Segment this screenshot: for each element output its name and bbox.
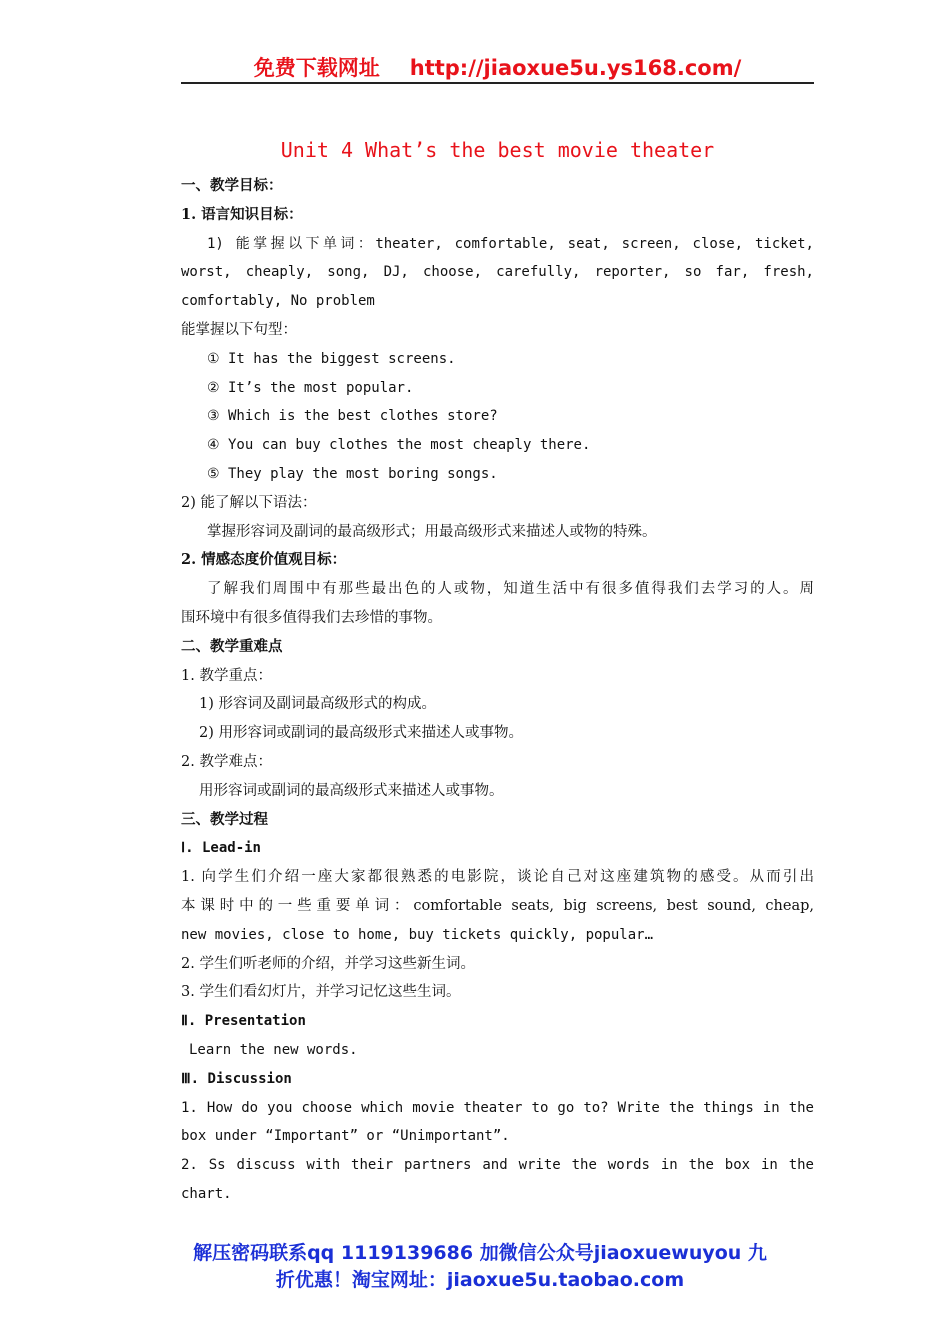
document-title: Unit 4 What’s the best movie theater [280, 138, 715, 162]
discussion-line: 1. How do you choose which movie theater to go to? Write the things in the [181, 1099, 814, 1116]
key-point: 2) 用形容词或副词的最高级形式来描述人或事物。 [199, 725, 523, 742]
section-heading: 一、教学目标： [181, 177, 283, 194]
step-heading: Ⅱ. Presentation [181, 1013, 306, 1030]
difficulty-label: 2. 教学难点： [181, 753, 272, 770]
leadin-line: 2. 学生们听老师的介绍，并学习这些新生词。 [181, 955, 475, 972]
sentence-item: ③ Which is the best clothes store? [207, 408, 498, 425]
vocab-line: 1) 能掌握以下单词：theater, comfortable, seat, screen, close, ticket, [207, 235, 814, 252]
grammar-label: 2) 能了解以下语法： [181, 494, 317, 511]
attitude-line: 了解我们周围中有那些最出色的人或物，知道生活中有很多值得我们去学习的人。周 [207, 581, 814, 598]
subsection-heading: 1. 语言知识目标： [181, 205, 303, 223]
section-heading: 二、教学重难点 [181, 637, 283, 655]
footer-line: 折优惠！淘宝网址：jiaoxue5u.taobao.com [275, 1269, 685, 1291]
discussion-line: box under “Important” or “Unimportant”. [181, 1128, 510, 1145]
attitude-line: 围环境中有很多值得我们去珍惜的事物。 [181, 609, 442, 626]
header-label: 免费下载网址 [253, 56, 380, 80]
leadin-line: new movies, close to home, buy tickets quickly, popular… [181, 926, 654, 943]
difficulty-text: 用形容词或副词的最高级形式来描述人或事物。 [199, 782, 504, 799]
presentation-text: Learn the new words. [189, 1041, 358, 1058]
sentence-item: ④ You can buy clothes the most cheaply there. [207, 437, 591, 454]
step-heading: Ⅲ. Discussion [181, 1070, 292, 1087]
footer-line: 解压密码联系qq 1119139686 加微信公众号jiaoxuewuyou 九 [193, 1242, 767, 1264]
vocab-line: worst, cheaply, song, DJ, choose, carefully, reporter, so far, fresh, [181, 264, 814, 281]
grammar-text: 掌握形容词及副词的最高级形式；用最高级形式来描述人或物的特殊。 [207, 523, 657, 540]
key-label: 1. 教学重点： [181, 667, 272, 684]
key-point: 1) 形容词及副词最高级形式的构成。 [199, 696, 436, 713]
discussion-line: 2. Ss discuss with their partners and write the words in the box in the [181, 1157, 814, 1174]
sentences-label: 能掌握以下句型： [181, 321, 297, 338]
document-body [181, 172, 814, 1209]
leadin-line: 1. 向学生们介绍一座大家都很熟悉的电影院，谈论自己对这座建筑物的感受。从而引出 [181, 869, 814, 886]
leadin-line: 3. 学生们看幻灯片，并学习记忆这些生词。 [181, 984, 461, 1001]
leadin-line: 本课时中的一些重要单词：comfortable seats, big screens, best sound, cheap, [181, 897, 814, 914]
step-heading: Ⅰ. Lead-in [181, 840, 261, 857]
sentence-item: ⑤ They play the most boring songs. [207, 465, 498, 482]
page-header [181, 54, 814, 84]
discussion-line: chart. [181, 1185, 232, 1202]
sentence-item: ① It has the biggest screens. [207, 350, 456, 367]
section-heading: 三、教学过程 [181, 810, 268, 828]
sentence-item: ② It’s the most popular. [207, 379, 414, 396]
header-url-link[interactable]: http://jiaoxue5u.ys168.com/ [409, 56, 742, 80]
page-footer [160, 1240, 800, 1294]
subsection-heading: 2. 情感态度价值观目标： [181, 551, 347, 569]
vocab-line: comfortably, No problem [181, 293, 375, 310]
